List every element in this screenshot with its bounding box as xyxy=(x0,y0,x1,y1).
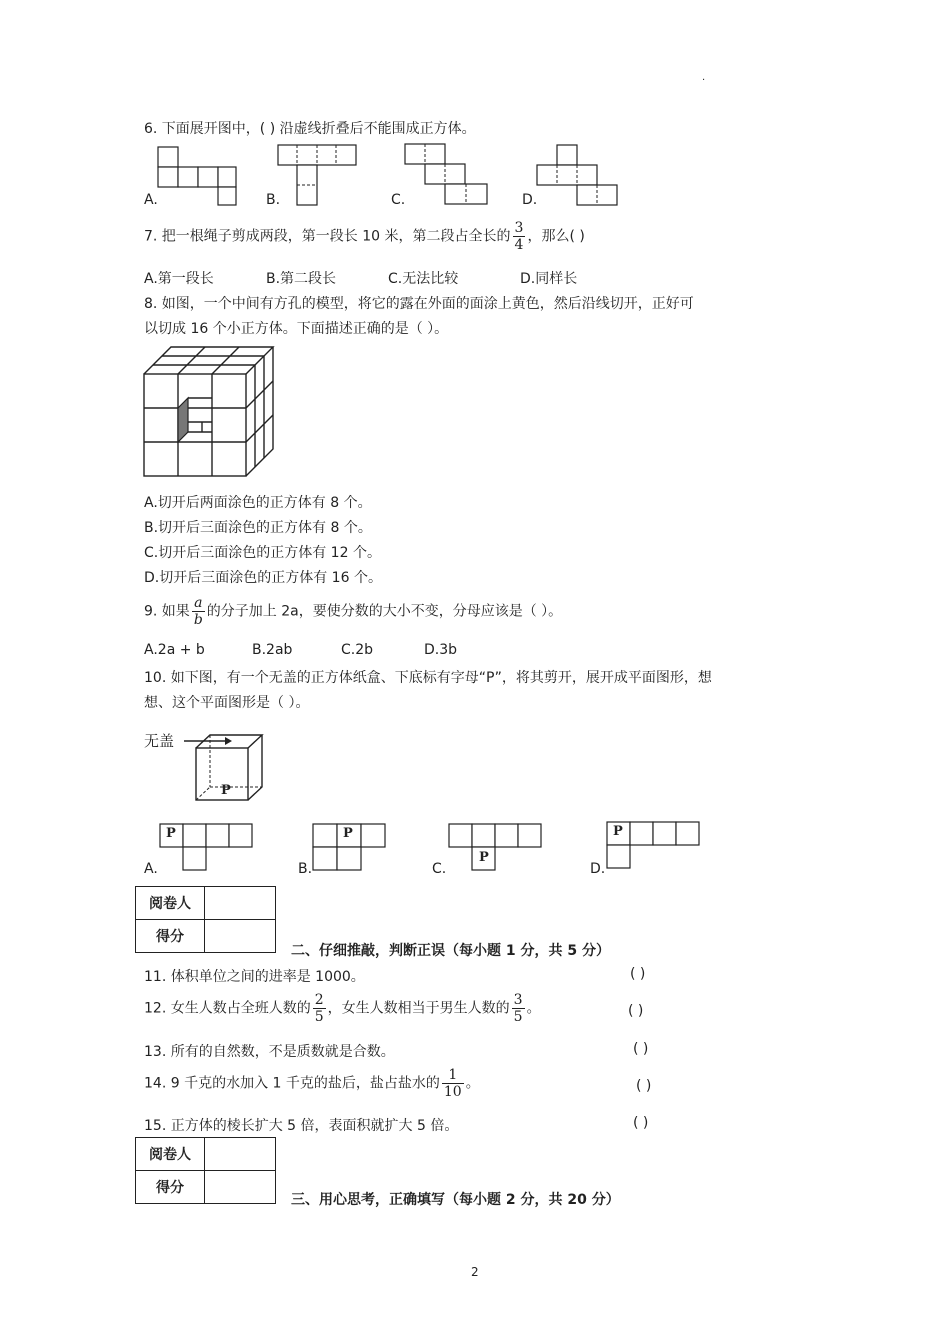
q7-option-c: C.无法比较 xyxy=(388,271,459,287)
q6-label-d: D. xyxy=(522,192,538,208)
score-box-1-score-label: 得分 xyxy=(136,920,205,953)
q9-frac-num: a xyxy=(192,596,205,612)
q14-text-b: 。 xyxy=(465,1075,480,1092)
q6-net-d xyxy=(537,145,621,207)
q10-label-a: A. xyxy=(144,861,158,877)
q6-label-a: A. xyxy=(144,192,158,208)
q12-text-c: 。 xyxy=(526,1000,541,1017)
q8-option-b: B.切开后三面涂色的正方体有 8 个。 xyxy=(144,520,372,536)
q8-cube-figure xyxy=(144,347,274,479)
q12-frac1-num: 2 xyxy=(314,992,324,1008)
q14-frac-num: 1 xyxy=(442,1068,464,1084)
score-box-1-reviewer-cell xyxy=(205,887,276,920)
q11-answer-paren: ( ) xyxy=(630,966,646,982)
q7-text-before: 7. 把一根绳子剪成两段，第一段长 10 米，第二段占全长的 xyxy=(144,228,511,245)
q7-frac-num: 3 xyxy=(514,220,524,236)
q7-text-after: ，那么( ) xyxy=(527,228,585,245)
q13-answer-paren: ( ) xyxy=(633,1041,649,1057)
question-15: 15. 正方体的棱长扩大 5 倍，表面积就扩大 5 倍。 xyxy=(144,1118,459,1134)
q7-option-d: D.同样长 xyxy=(520,271,578,287)
q14-frac-den: 10 xyxy=(443,1084,462,1100)
q9-option-c: C.2b xyxy=(341,642,374,658)
q9-text-after: 的分子加上 2a，要使分数的大小不变，分母应该是（ ）。 xyxy=(206,603,563,620)
q10-net-b-letter: P xyxy=(343,826,353,841)
section-3-title: 三、用心思考，正确填写（每小题 2 分，共 20 分） xyxy=(291,1192,620,1208)
q10-line2: 想、这个平面图形是（ ）。 xyxy=(144,695,310,711)
q7-option-b: B.第二段长 xyxy=(266,271,337,287)
question-14 xyxy=(144,1068,480,1099)
header-mark: . xyxy=(702,72,706,83)
q10-box-letter: P xyxy=(221,783,231,798)
q10-label-b: B. xyxy=(298,861,313,877)
q12-text-b: ，女生人数相当于男生人数的 xyxy=(327,1000,510,1017)
q7-option-a: A.第一段长 xyxy=(144,271,214,287)
q10-line1: 10. 如下图，有一个无盖的正方体纸盒、下底标有字母“P”，将其剪开，展开成平面图形，想 xyxy=(144,670,712,686)
q8-option-a: A.切开后两面涂色的正方体有 8 个。 xyxy=(144,495,372,511)
q10-net-a-letter: P xyxy=(166,826,176,841)
q6-net-b xyxy=(278,145,358,207)
q6-net-c xyxy=(405,144,491,208)
q14-fraction xyxy=(442,1068,464,1099)
q9-text-before: 9. 如果 xyxy=(144,603,190,620)
q14-answer-paren: ( ) xyxy=(636,1078,652,1094)
q12-frac2-den: 5 xyxy=(513,1009,523,1025)
q12-text-a: 12. 女生人数占全班人数的 xyxy=(144,1000,311,1017)
q6-label-c: C. xyxy=(391,192,406,208)
section-2-title: 二、仔细推敲，判断正误（每小题 1 分，共 5 分） xyxy=(291,943,610,959)
q8-line1: 8. 如图，一个中间有方孔的模型，将它的露在外面的面涂上黄色，然后沿线切开，正好可 xyxy=(144,296,694,312)
score-box-2-reviewer-cell xyxy=(205,1138,276,1171)
q12-fraction-2 xyxy=(512,993,525,1024)
q6-net-a xyxy=(158,147,238,207)
q7-frac-den: 4 xyxy=(514,237,524,253)
q12-frac1-den: 5 xyxy=(314,1009,324,1025)
q10-label-c: C. xyxy=(432,861,447,877)
q10-net-d-letter: P xyxy=(613,824,623,839)
q10-net-c xyxy=(449,824,545,872)
q9-fraction xyxy=(192,596,205,627)
q8-option-d: D.切开后三面涂色的正方体有 16 个。 xyxy=(144,570,382,586)
score-box-2-score-cell xyxy=(205,1171,276,1204)
q15-answer-paren: ( ) xyxy=(633,1115,649,1131)
score-box-1 xyxy=(135,886,276,953)
question-12 xyxy=(144,993,541,1024)
q10-net-c-letter: P xyxy=(479,850,489,865)
score-box-2-reviewer-label: 阅卷人 xyxy=(136,1138,205,1171)
q7-fraction xyxy=(513,221,526,252)
q6-label-b: B. xyxy=(266,192,281,208)
q9-option-a: A.2a + b xyxy=(144,642,205,658)
q8-option-c: C.切开后三面涂色的正方体有 12 个。 xyxy=(144,545,381,561)
score-box-1-score-cell xyxy=(205,920,276,953)
score-box-2-score-label: 得分 xyxy=(136,1171,205,1204)
q14-text-a: 14. 9 千克的水加入 1 千克的盐后，盐占盐水的 xyxy=(144,1075,440,1092)
q9-option-d: D.3b xyxy=(424,642,458,658)
q10-lid-label: 无盖 xyxy=(144,732,175,750)
q12-fraction-1 xyxy=(313,993,326,1024)
page-number: 2 xyxy=(471,1265,479,1279)
score-box-1-reviewer-label: 阅卷人 xyxy=(136,887,205,920)
question-6: 6. 下面展开图中，( ) 沿虚线折叠后不能围成正方体。 xyxy=(144,121,476,137)
q8-line2: 以切成 16 个小正方体。下面描述正确的是（ ）。 xyxy=(144,321,449,337)
q10-label-d: D. xyxy=(590,861,606,877)
q12-frac2-num: 3 xyxy=(513,992,523,1008)
q9-option-b: B.2ab xyxy=(252,642,293,658)
question-13: 13. 所有的自然数，不是质数就是合数。 xyxy=(144,1044,395,1060)
question-7 xyxy=(144,221,585,252)
question-11: 11. 体积单位之间的进率是 1000。 xyxy=(144,969,365,985)
q9-frac-den: b xyxy=(193,612,203,628)
question-9 xyxy=(144,596,562,627)
q12-answer-paren: ( ) xyxy=(628,1003,644,1019)
score-box-2 xyxy=(135,1137,276,1204)
